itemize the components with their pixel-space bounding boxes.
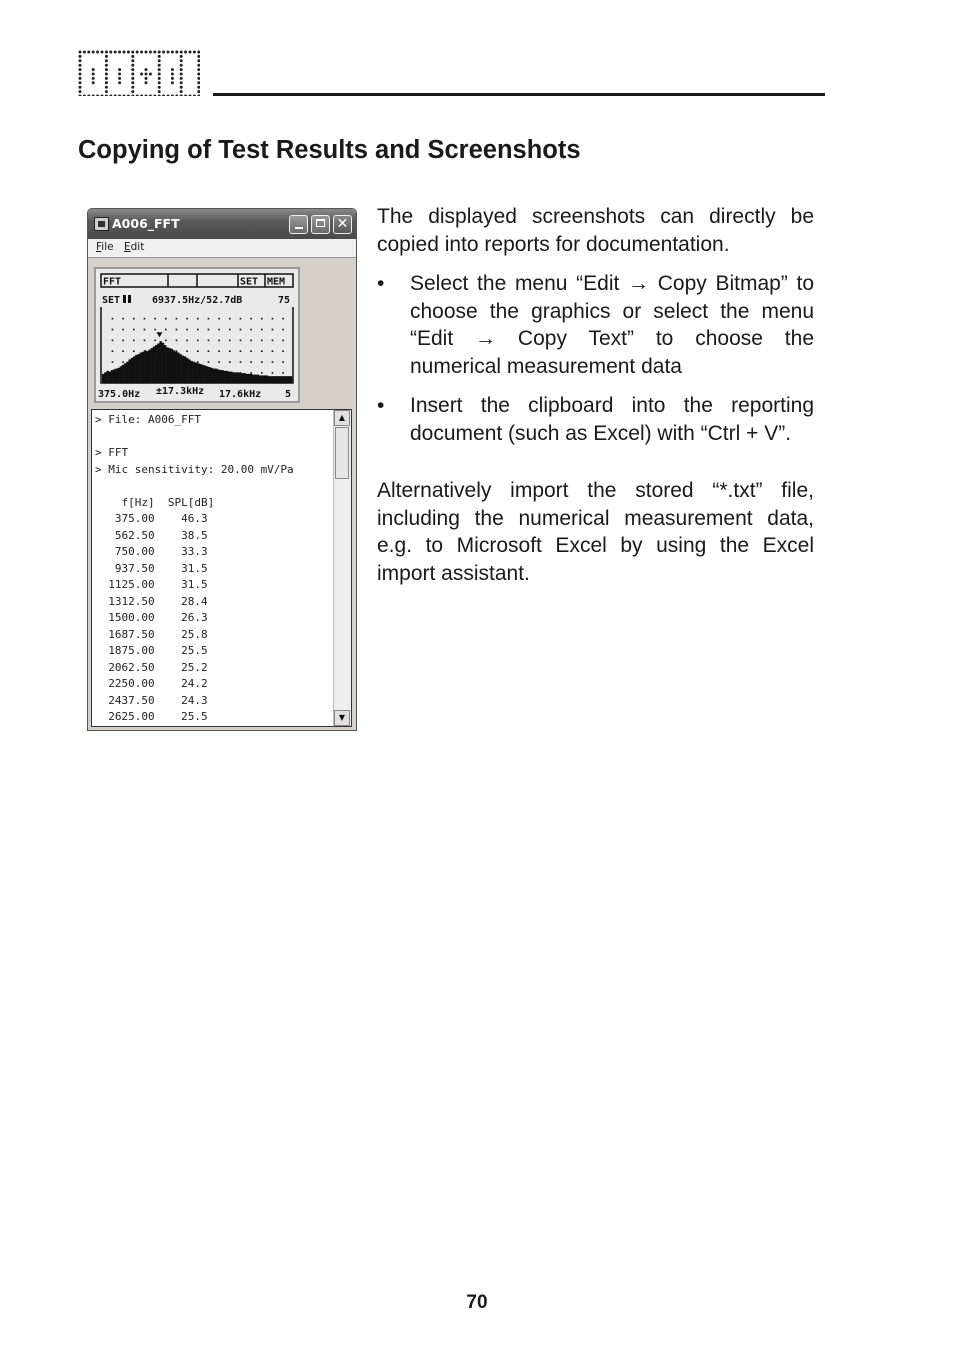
spectrum-bar <box>124 363 127 383</box>
spectrum-bar <box>104 372 107 383</box>
spectrum-bar <box>259 375 262 383</box>
lcd-set-label: SET <box>240 276 259 288</box>
spectrum-bar <box>173 350 176 383</box>
spectrum-bar <box>186 358 189 383</box>
measurement-data-text: > File: A006_FFT > FFT > Mic sensitivity: 20.00 mV/Pa f[Hz] SPL[dB] 375.00 46.3 562.50 38.5 750.00 33.3 937.50 31.5 1125.00 31.5 1312.50 28.4 1500.00 26.3 1687.50 25.8 1875.00 25.5 2062.50 25.2 2250.00 24.2 2437.50 24.3 2625.00 25.5 <box>95 413 294 723</box>
spectrum-bar <box>217 369 220 383</box>
spectrum-plot <box>101 307 293 383</box>
spectrum-bar <box>122 365 125 383</box>
spectrum-bar <box>235 372 238 383</box>
spectrum-bar <box>195 362 198 383</box>
spectrum-bar <box>157 343 160 383</box>
spectrum-bar <box>288 376 291 383</box>
vertical-scrollbar[interactable] <box>333 410 351 726</box>
lcd-readout-right: 75 <box>278 295 291 306</box>
lcd-x-end: 17.6kHz <box>219 389 262 400</box>
spectrum-bar <box>179 354 182 383</box>
spectrum-bar <box>190 361 193 383</box>
spectrum-bar <box>106 371 109 383</box>
alternative-paragraph: Alternatively import the stored “*.txt” file, including the numerical measurement data, e.g. to Microsoft Excel by using the Excel import assistant. <box>377 479 814 585</box>
menu-bar <box>88 239 356 258</box>
app-window-screenshot <box>87 208 357 731</box>
header-rule <box>213 93 825 96</box>
spectrum-bar <box>212 369 215 383</box>
spectrum-bar <box>177 353 180 383</box>
spectrum-bar <box>113 369 116 383</box>
scroll-down-icon[interactable]: ▼ <box>334 710 350 726</box>
spectrum-bar <box>270 376 273 383</box>
spectrum-bar <box>197 363 200 383</box>
minimize-icon[interactable] <box>289 215 308 234</box>
maximize-icon[interactable] <box>311 215 330 234</box>
spectrum-bar <box>241 373 244 383</box>
spectrum-bar <box>142 352 145 383</box>
spectrum-bar <box>274 376 277 383</box>
page-title: Copying of Test Results and Screenshots <box>78 136 581 164</box>
spectrum-bar <box>237 372 240 383</box>
spectrum-bar <box>210 368 213 383</box>
spectrum-bar <box>182 356 185 383</box>
spectrum-bar <box>131 358 134 383</box>
spectrum-bar <box>208 367 211 383</box>
spectrum-bar <box>221 370 224 383</box>
list-item: • Select the menu “Edit → Copy Bitmap” to choose the graphics or select the menu “Edit → Copy Text” to choose the numerical measurement data <box>377 272 814 378</box>
spectrum-bar <box>148 350 151 383</box>
spectrum-bar <box>168 348 171 383</box>
spectrum-bar <box>230 372 233 383</box>
spectrum-bar <box>140 353 143 383</box>
lcd-mem-label: MEM <box>267 276 286 288</box>
lcd-x-mid: ±17.3kHz <box>156 386 205 397</box>
bullet-icon: • <box>377 394 385 417</box>
spectrum-bar <box>246 374 249 383</box>
spectrum-bar <box>261 375 264 383</box>
spectrum-bar <box>146 351 149 383</box>
spectrum-bar <box>248 374 251 383</box>
spectrum-bar <box>263 375 266 383</box>
spectrum-bar <box>115 369 118 383</box>
dot-matrix-logo-icon <box>78 50 200 96</box>
spectrum-bar <box>164 345 167 383</box>
spectrum-bar <box>224 371 227 383</box>
spectrum-bar <box>155 345 158 383</box>
spectrum-bar <box>120 366 123 383</box>
spectrum-bar <box>277 376 280 383</box>
spectrum-bar <box>201 365 204 383</box>
spectrum-bar <box>102 374 105 383</box>
cursor-marker-icon <box>156 332 162 337</box>
spectrum-bar <box>279 376 282 383</box>
spectrum-bar <box>153 347 156 383</box>
window-title: A006_FFT <box>112 216 180 231</box>
bullet-icon: • <box>377 272 385 295</box>
spectrum-bar <box>290 376 293 383</box>
spectrum-bar <box>162 343 165 383</box>
window-titlebar <box>88 209 356 239</box>
spectrum-bar <box>133 356 136 383</box>
spectrum-bar <box>206 366 209 383</box>
spectrum-bar <box>272 376 275 383</box>
spectrum-bar <box>204 366 207 383</box>
instruction-list <box>377 270 814 447</box>
spectrum-bar <box>111 370 114 383</box>
spectrum-bar <box>144 350 147 383</box>
spectrum-bar <box>219 370 222 383</box>
spectrum-bar <box>252 375 255 383</box>
lcd-corner-value: 5 <box>285 389 292 400</box>
scroll-up-icon[interactable]: ▲ <box>334 410 350 426</box>
spectrum-bar <box>268 376 271 383</box>
close-icon[interactable]: ✕ <box>333 215 352 234</box>
spectrum-bar <box>215 369 218 383</box>
spectrum-bar <box>250 374 253 383</box>
spectrum-bar <box>232 372 235 383</box>
spectrum-bar <box>126 362 129 383</box>
spectrum-bar <box>281 376 284 383</box>
spectrum-bar <box>199 364 202 383</box>
spectrum-bar <box>283 376 286 383</box>
spectrum-bar <box>170 349 173 383</box>
spectrum-bar <box>188 359 191 383</box>
spectrum-bar <box>243 373 246 383</box>
spectrum-bar <box>135 355 138 383</box>
spectrum-bar <box>159 341 162 383</box>
spectrum-bar <box>109 372 112 383</box>
scroll-thumb[interactable] <box>335 427 349 479</box>
measurement-text-pane[interactable] <box>91 409 352 727</box>
lcd-readout: 6937.5Hz/52.7dB <box>152 295 243 306</box>
spectrum-bar <box>137 354 140 383</box>
lcd-display <box>94 267 300 403</box>
intro-paragraph: The displayed screenshots can directly be copied into reports for documentation. <box>377 205 814 256</box>
menu-edit[interactable]: Edit <box>124 241 145 253</box>
spectrum-bar <box>129 359 132 383</box>
lcd-mode: FFT <box>103 276 122 288</box>
page-number: 70 <box>466 1292 488 1313</box>
spectrum-bar <box>184 356 187 383</box>
spectrum-bar <box>166 347 169 383</box>
spectrum-bar <box>239 373 242 383</box>
lcd-set-indicator: SET <box>102 295 121 306</box>
spectrum-bar <box>257 375 260 383</box>
spectrum-bar <box>254 375 257 383</box>
spectrum-bar <box>228 372 231 383</box>
spectrum-bar <box>151 348 154 383</box>
spectrum-bar <box>117 368 120 383</box>
spectrum-bar <box>265 375 268 383</box>
spectrum-bar <box>175 352 178 383</box>
spectrum-bar <box>226 371 229 383</box>
spectrum-bar <box>285 376 288 383</box>
lcd-x-start: 375.0Hz <box>98 389 141 400</box>
body-text <box>377 203 814 587</box>
list-item: • Insert the clipboard into the reporting document (such as Excel) with “Ctrl + V”. <box>377 394 814 445</box>
spectrum-bar <box>193 362 196 383</box>
app-icon <box>94 217 109 231</box>
menu-file[interactable]: File <box>96 241 114 253</box>
